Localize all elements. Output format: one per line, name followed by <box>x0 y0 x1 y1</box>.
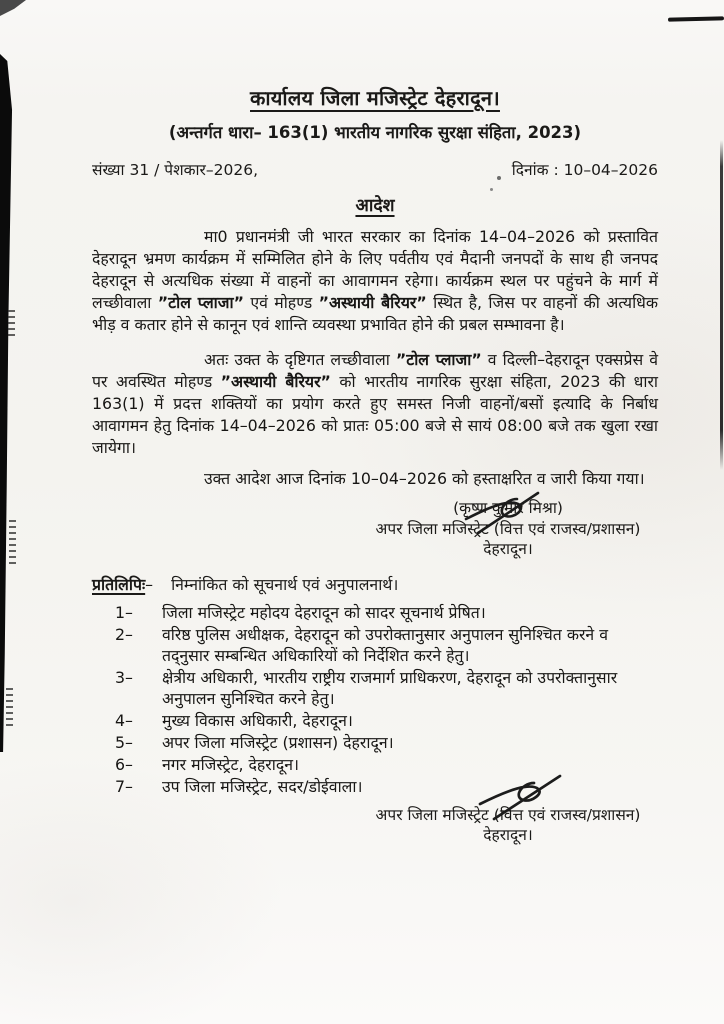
list-item <box>115 754 658 775</box>
document-date: दिनांक : 10–04–2026 <box>511 161 658 179</box>
list-item <box>115 710 658 731</box>
list-item-text: उप जिला मजिस्ट्रेट, सदर/डोईवाला। <box>162 776 363 796</box>
copy-intro: निम्नांकित को सूचनार्थ एवं अनुपालनार्थ। <box>171 574 399 594</box>
list-item-text: अपर जिला मजिस्ट्रेट (प्रशासन) देहरादून। <box>162 732 394 752</box>
list-item-number: 7– <box>115 776 133 796</box>
list-item <box>115 624 658 666</box>
binder-mark <box>9 520 16 564</box>
binder-mark <box>6 688 13 726</box>
signatory-block <box>358 498 658 560</box>
body-paragraph-2: अतः उक्त के दृष्टिगत लच्छीवाला ”टोल प्लाजा” व दिल्ली–देहरादून एक्सप्रेस वे पर अवस्थित मोहण्ड ”अस्थायी बैरियर” को भारतीय नागरिक सुरक्षा संहिता, 2023 की धारा 163(1) में प्रदत्त शक्तियों का प्रयोग करते हुए समस्त निजी वाहनों/बसों इत्यादि के निर्बाध आवागमन हेतु दिनांक 14–04–2026 को प्रातः 05:00 बजे से सायं 08:00 बजे तक खुला रखा जायेगा। <box>92 350 659 457</box>
office-title: कार्यालय जिला मजिस्ट्रेट देहरादून। <box>250 86 500 110</box>
list-item-number: 2– <box>115 624 133 644</box>
signatory-place: देहरादून। <box>483 540 533 558</box>
list-item-number: 6– <box>115 754 133 774</box>
footer-signatory-place: देहरादून। <box>483 826 533 844</box>
copy-label-dash: – <box>145 574 154 594</box>
signatory-title: अपर जिला मजिस्ट्रेट (वित्त एवं राजस्व/प्रशासन) <box>375 519 641 538</box>
reference-row <box>92 158 658 180</box>
reference-number: संख्या 31 / पेशकार–2026, <box>92 161 259 179</box>
scan-top-line-artifact <box>668 16 724 21</box>
list-item-text: क्षेत्रीय अधिकारी, भारतीय राष्ट्रीय राजमार्ग प्राधिकरण, देहरादून को उपरोक्तानुसार अनुपालन सुनिश्चित करने हेतु। <box>162 667 618 708</box>
list-item-number: 5– <box>115 732 133 752</box>
scan-right-line-artifact <box>720 140 723 470</box>
binder-mark <box>8 310 15 336</box>
order-heading: आदेश <box>355 196 395 216</box>
list-item-number: 3– <box>115 667 133 687</box>
scan-edge-shadow <box>0 54 14 752</box>
list-item-text: नगर मजिस्ट्रेट, देहरादून। <box>162 754 299 774</box>
list-item-number: 1– <box>115 602 133 622</box>
copy-recipients-list <box>92 602 658 797</box>
copy-section-header <box>92 573 658 595</box>
list-item <box>115 602 658 623</box>
list-item-text: मुख्य विकास अधिकारी, देहरादून। <box>162 710 353 730</box>
body-paragraph-1: मा0 प्रधानमंत्री जी भारत सरकार का दिनांक 14–04–2026 को प्रस्तावित देहरादून भ्रमण कार्यक्रम में सम्मिलित होने के लिए पर्वतीय एवं मैदानी जनपदों के साथ ही जनपद देहरादून से अत्यधिक संख्या में वाहनों का आवागमन रहेगा। कार्यक्रम स्थल पर पहुंचने के मार्ग में लच्छीवाला ”टोल प्लाजा” एवं मोहण्ड ”अस्थायी बैरियर” स्थित है, जिस पर वाहनों की अत्यधिक भीड़ व कतार होने से कानून एवं शान्ति व्यवस्था प्रभावित होने की प्रबल सम्भावना है। <box>92 227 659 334</box>
document-content <box>92 0 658 846</box>
copy-label: प्रतिलिपिः <box>92 574 146 594</box>
list-item <box>115 667 658 709</box>
signatory-name: (कृष्ण कुमार मिश्रा) <box>453 499 563 517</box>
body-paragraph-3: उक्त आदेश आज दिनांक 10–04–2026 को हस्ताक्षरित व जारी किया गया। <box>204 469 645 488</box>
scan-corner-smudge <box>0 0 26 16</box>
footer-signatory-block <box>350 805 666 846</box>
list-item-text: जिला मजिस्ट्रेट महोदय देहरादून को सादर सूचनार्थ प्रेषित। <box>162 602 486 622</box>
list-item-number: 4– <box>115 710 133 730</box>
footer-signatory-title: अपर जिला मजिस्ट्रेट (वित्त एवं राजस्व/प्रशासन) <box>375 805 641 824</box>
list-item <box>115 732 658 753</box>
list-item <box>115 776 658 797</box>
list-item-text: वरिष्ठ पुलिस अधीक्षक, देहरादून को उपरोक्तानुसार अनुपालन सुनिश्चित करने व तद्नुसार सम्बन्धित अधिकारियों को निर्देशित करने हेतु। <box>162 624 608 665</box>
act-subtitle: (अन्तर्गत धारा– 163(1) भारतीय नागरिक सुरक्षा संहिता, 2023) <box>168 123 582 142</box>
